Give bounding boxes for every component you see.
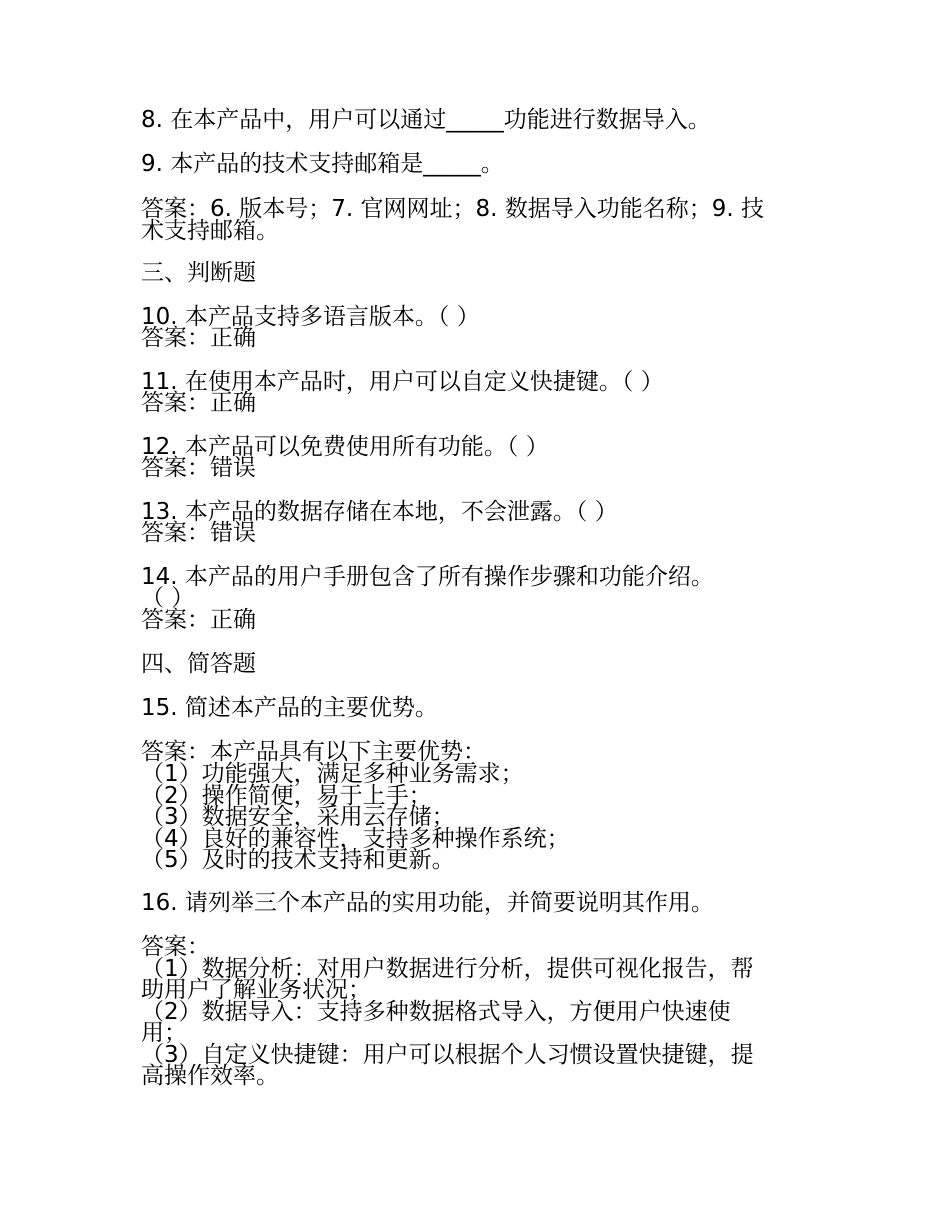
fill-in-answer-line-1: 答案：6. 版本号；7. 官网网址；8. 数据导入功能名称；9. 技 <box>141 196 765 222</box>
question-8: 8. 在本产品中，用户可以通过_____功能进行数据导入。 <box>141 107 711 133</box>
answer-15-item: （1）功能强大，满足多种业务需求； <box>141 761 524 787</box>
answer-16-intro: 答案： <box>141 934 210 960</box>
answer-16-line: （3）自定义快捷键：用户可以根据个人习惯设置快捷键，提 <box>141 1042 754 1068</box>
answer-11: 答案：正确 <box>141 390 256 416</box>
answer-14: 答案：正确 <box>141 607 256 633</box>
question-12: 12. 本产品可以免费使用所有功能。（ ） <box>141 434 549 460</box>
answer-10: 答案：正确 <box>141 325 256 351</box>
question-16: 16. 请列举三个本产品的实用功能，并简要说明其作用。 <box>141 890 714 916</box>
section-heading-short-answer: 四、简答题 <box>141 651 256 677</box>
question-9: 9. 本产品的技术支持邮箱是_____。 <box>141 151 504 177</box>
question-14-line-2: （ ） <box>141 585 195 611</box>
answer-15-intro: 答案：本产品具有以下主要优势： <box>141 739 486 765</box>
answer-13: 答案：错误 <box>141 520 256 546</box>
answer-15-item: （2）操作简便，易于上手； <box>141 783 432 809</box>
answer-12: 答案：错误 <box>141 455 256 481</box>
section-heading-true-false: 三、判断题 <box>141 260 256 286</box>
answer-16-line: （2）数据导入：支持多种数据格式导入，方便用户快速使 <box>141 999 731 1025</box>
answer-16-line: 助用户了解业务状况； <box>141 977 371 1003</box>
answer-15-item: （4）良好的兼容性，支持多种操作系统； <box>141 826 570 852</box>
question-11: 11. 在使用本产品时，用户可以自定义快捷键。（ ） <box>141 369 664 395</box>
question-13: 13. 本产品的数据存储在本地，不会泄露。（ ） <box>141 499 618 525</box>
question-10: 10. 本产品支持多语言版本。（ ） <box>141 304 480 330</box>
answer-15-item: （5）及时的技术支持和更新。 <box>141 847 455 873</box>
question-15: 15. 简述本产品的主要优势。 <box>141 695 438 721</box>
question-14-line-1: 14. 本产品的用户手册包含了所有操作步骤和功能介绍。 <box>141 564 714 590</box>
answer-15-item: （3）数据安全，采用云存储； <box>141 804 455 830</box>
answer-16-line: 用； <box>141 1020 187 1046</box>
answer-16-line: 高操作效率。 <box>141 1063 279 1089</box>
fill-in-answer-line-2: 术支持邮箱。 <box>141 218 279 244</box>
answer-16-line: （1）数据分析：对用户数据进行分析，提供可视化报告，帮 <box>141 956 754 982</box>
